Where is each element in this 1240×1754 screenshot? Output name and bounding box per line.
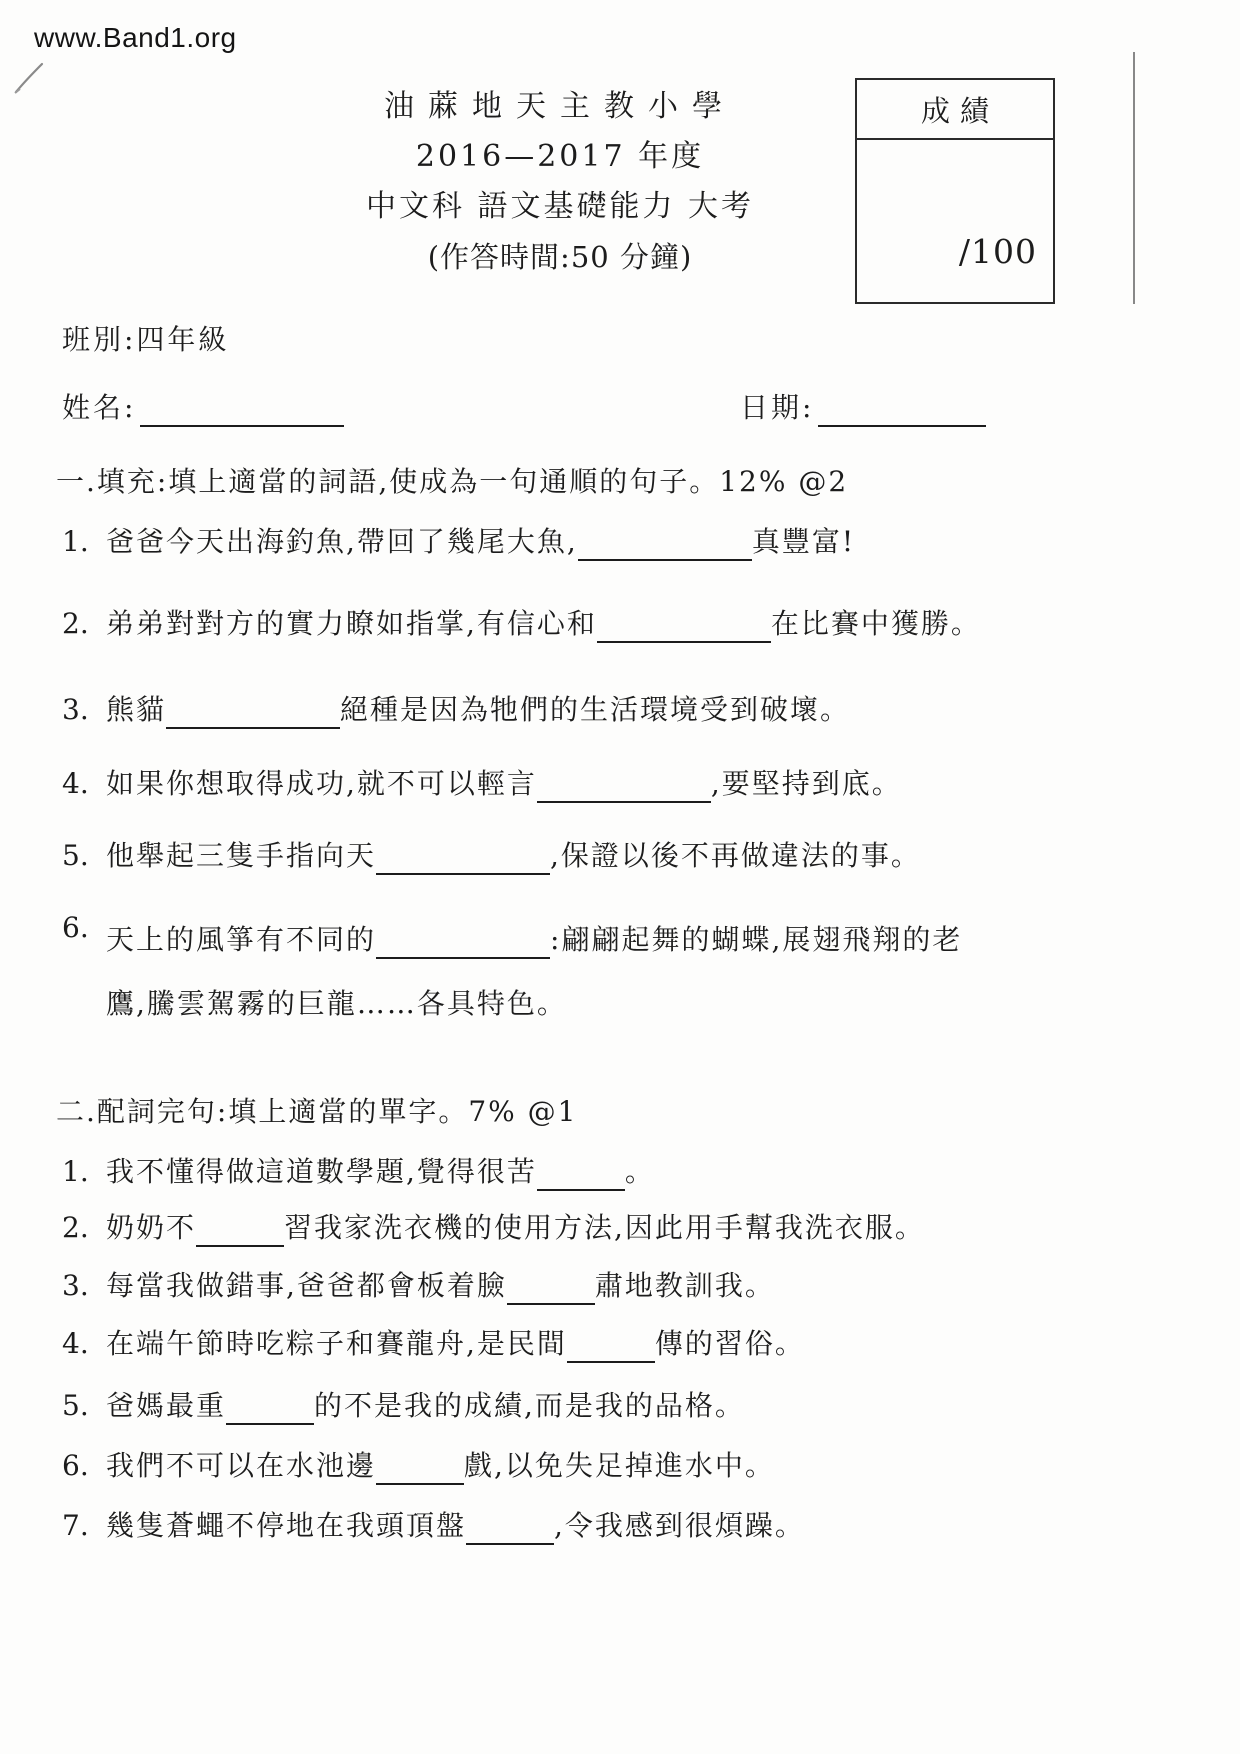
date-blank <box>818 397 986 427</box>
answer-blank <box>537 1161 625 1191</box>
section2-header: 二.配詞完句:填上適當的單字。7% @1 <box>56 1095 578 1128</box>
question-text <box>106 1152 1186 1192</box>
section1-question-4 <box>62 764 1186 804</box>
question-text-post: ,令我感到很煩躁。 <box>554 1509 805 1542</box>
question-number: 3. <box>62 693 89 726</box>
answer-blank <box>376 929 550 959</box>
exam-title: 中文科 語文基礎能力 大考 <box>365 189 755 224</box>
question-text-pre: 奶奶不 <box>106 1211 197 1244</box>
question-text-post: ,保證以後不再做違法的事。 <box>550 839 921 872</box>
date-label: 日期: <box>740 391 815 424</box>
section1-question-6 <box>62 908 986 1036</box>
question-text-post: 肅地教訓我。 <box>594 1269 775 1302</box>
question-text-post: 真豐富! <box>751 525 856 558</box>
question-text <box>106 522 1186 562</box>
question-text-pre: 熊貓 <box>106 693 167 726</box>
question-text-post: 絕種是因為牠們的生活環境受到破壞。 <box>340 693 851 726</box>
answer-blank <box>537 773 711 803</box>
question-number: 3. <box>62 1269 89 1302</box>
question-text <box>106 1506 1186 1546</box>
question-text-pre: 在端午節時吃粽子和賽龍舟,是民間 <box>106 1327 567 1360</box>
section1-question-1 <box>62 522 1186 562</box>
title-block <box>160 82 960 282</box>
question-number: 4. <box>62 1327 89 1360</box>
question-text <box>106 604 1186 644</box>
question-number: 6. <box>62 1449 89 1482</box>
question-number: 5. <box>62 1389 89 1422</box>
section2-question-3 <box>62 1266 1186 1306</box>
section2-question-5 <box>62 1386 1186 1426</box>
question-number: 6. <box>62 911 89 944</box>
question-number: 4. <box>62 767 89 800</box>
class-field: 班別:四年級 <box>62 323 230 356</box>
answer-blank <box>196 1217 284 1247</box>
question-text-pre: 他舉起三隻手指向天 <box>106 839 377 872</box>
exam-duration: (作答時間:50 分鐘) <box>427 240 693 274</box>
question-text-post: 。 <box>624 1155 655 1188</box>
question-text <box>106 1266 1186 1306</box>
pen-mark-artifact <box>12 56 56 96</box>
name-blank <box>140 397 344 427</box>
answer-blank <box>567 1333 655 1363</box>
answer-blank <box>507 1275 595 1305</box>
question-text <box>106 690 1186 730</box>
section2-question-1 <box>62 1152 1186 1192</box>
question-text-pre: 弟弟對對方的實力瞭如指掌,有信心和 <box>106 607 597 640</box>
question-text <box>106 1208 1186 1248</box>
question-text-pre: 幾隻蒼蠅不停地在我頭頂盤 <box>106 1509 467 1542</box>
scan-edge-artifact <box>1133 52 1135 304</box>
section2-question-4 <box>62 1324 1186 1364</box>
section1-question-5 <box>62 836 1186 876</box>
answer-blank <box>376 1455 464 1485</box>
question-text-post: 在比賽中獲勝。 <box>770 607 981 640</box>
school-year: 2016—2017 年度 <box>415 139 705 174</box>
question-text-pre: 我們不可以在水池邊 <box>106 1449 377 1482</box>
question-text-pre: 爸爸今天出海釣魚,帶回了幾尾大魚, <box>106 525 578 558</box>
question-number: 5. <box>62 839 89 872</box>
question-text-post: :翩翩起舞的蝴蝶,展翅飛翔的老鷹,騰雲駕霧的巨龍……各具特色。 <box>106 923 963 1020</box>
score-box <box>855 78 1055 304</box>
name-field <box>62 386 344 427</box>
question-text <box>106 1324 1186 1364</box>
question-text <box>106 908 986 1036</box>
section1-question-2 <box>62 604 1186 644</box>
question-text-post: 的不是我的成績,而是我的品格。 <box>314 1389 745 1422</box>
question-number: 2. <box>62 607 89 640</box>
question-text-post: 戲,以免失足掉進水中。 <box>464 1449 775 1482</box>
name-label: 姓名: <box>62 391 137 424</box>
watermark-url: www.Band1.org <box>34 22 237 53</box>
question-text-pre: 如果你想取得成功,就不可以輕言 <box>106 767 537 800</box>
section2-question-6 <box>62 1446 1186 1486</box>
section2-question-2 <box>62 1208 1186 1248</box>
question-text <box>106 836 1186 876</box>
question-number: 1. <box>62 525 89 558</box>
section2-question-7 <box>62 1506 1186 1546</box>
question-text <box>106 1386 1186 1426</box>
question-text-post: 習我家洗衣機的使用方法,因此用手幫我洗衣服。 <box>284 1211 925 1244</box>
score-box-label: 成績 <box>857 80 1053 140</box>
answer-blank <box>166 699 340 729</box>
question-text-pre: 每當我做錯事,爸爸都會板着臉 <box>106 1269 507 1302</box>
school-name: 油蔴地天主教小學 <box>384 89 736 124</box>
answer-blank <box>226 1395 314 1425</box>
score-box-body <box>857 140 1053 300</box>
section1-header: 一.填充:填上適當的詞語,使成為一句通順的句子。12% @2 <box>56 465 849 498</box>
question-text-pre: 我不懂得做這道數學題,覺得很苦 <box>106 1155 537 1188</box>
question-number: 7. <box>62 1509 89 1542</box>
answer-blank <box>466 1515 554 1545</box>
question-text-post: 傳的習俗。 <box>654 1327 805 1360</box>
answer-blank <box>578 531 752 561</box>
question-text <box>106 1446 1186 1486</box>
question-text-pre: 天上的風箏有不同的 <box>106 923 377 956</box>
score-total: /100 <box>958 232 1037 271</box>
question-text <box>106 764 1186 804</box>
section1-question-3 <box>62 690 1186 730</box>
question-number: 2. <box>62 1211 89 1244</box>
answer-blank <box>376 845 550 875</box>
question-number: 1. <box>62 1155 89 1188</box>
answer-blank <box>597 613 771 643</box>
question-text-pre: 爸媽最重 <box>106 1389 227 1422</box>
question-text-post: ,要堅持到底。 <box>710 767 902 800</box>
date-field <box>740 386 986 427</box>
